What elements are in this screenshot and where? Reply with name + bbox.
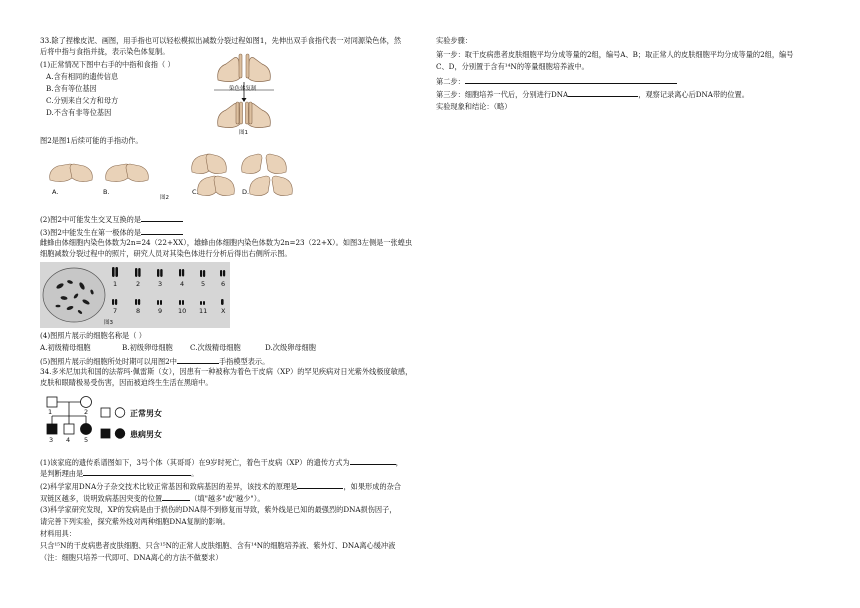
pedigree-number-4: 4 bbox=[66, 436, 71, 444]
step1-line1: 第一步：取干皮病患者皮肤细胞平均分成等量的2组，编号A、B；取正常人的皮肤细胞平均分成等量的2组，编号 bbox=[436, 50, 794, 59]
q33-4-option-a: A.初级精母细胞 bbox=[40, 343, 91, 352]
q33-bee-line2: 细胞减数分裂过程中的照片，研究人员对其染色体进行分析后得出右侧所示图。 bbox=[40, 249, 292, 258]
q33-1-option-b: B.含有等位基因 bbox=[46, 84, 97, 93]
q33-1-option-a: A.含有相同的遗传信息 bbox=[46, 72, 119, 81]
step2: 第二步： bbox=[436, 75, 677, 87]
figure-1-caption: 图1 bbox=[239, 130, 248, 136]
pedigree-number-1: 1 bbox=[48, 408, 53, 416]
figure-2-label-d: D. bbox=[242, 188, 250, 196]
q34-1-reason-blank[interactable] bbox=[83, 467, 191, 476]
figure-2-label-a: A. bbox=[52, 188, 59, 196]
pedigree-number-5: 5 bbox=[84, 436, 89, 444]
karyotype-num: 11 bbox=[199, 307, 208, 315]
q34-2: (2)科学家用DNA分子杂交技术比较正常基因和致病基因的差异，该技术的原理是 ，如果形成的杂合 bbox=[40, 482, 401, 491]
figure-2-caption: 图2 bbox=[160, 195, 169, 201]
materials-title: 材料用具： bbox=[40, 529, 76, 538]
results-line: 实验现象和结论：（略） bbox=[436, 102, 512, 111]
step1-line2: C、D，分别置于含有¹⁴N的等量细胞培养液中。 bbox=[436, 62, 589, 71]
q33-1-option-c: C.分别来自父方和母方 bbox=[46, 96, 119, 105]
q34-3-line2: 请完善下列实验，探究紫外线对两种细胞DNA复制的影响。 bbox=[40, 517, 230, 526]
q34-1-reason: 是判断理由是 。 bbox=[40, 469, 199, 478]
q33-3-answer-blank[interactable] bbox=[141, 226, 183, 235]
step3-answer-blank[interactable] bbox=[568, 88, 638, 97]
q33-4-option-d: D.次级卵母细胞 bbox=[265, 343, 316, 352]
q34-2-answer-blank[interactable] bbox=[297, 480, 343, 489]
q33-bee-line1: 雌蜂由体细胞内染色体数为2n=24（22+XX），雄蜂由体细胞内染色体数为2n=23（22+X）。如图3左侧是一张蝗虫 bbox=[40, 238, 413, 247]
q34-3-line1: (3)科学家研究发现，XP的发病是由于损伤的DNA得不到修复而导致，紫外线是已知的最强烈的DNA损伤因子， bbox=[40, 505, 397, 514]
figure-2-label-b: B. bbox=[103, 188, 110, 196]
karyotype-num: X bbox=[221, 307, 226, 315]
q33-intro-line2: 后将中指与食指并拢，表示染色体复制。 bbox=[40, 47, 170, 56]
q33-2: (2)图2中可能发生交叉互换的是 bbox=[40, 213, 183, 225]
materials-line1: 只含¹⁵N的干皮病患者皮肤细胞、只含¹⁵N的正常人皮肤细胞、含有¹⁴N的细胞培养液、紫外灯、DNA离心缓冲液 bbox=[40, 541, 396, 550]
pedigree-legend bbox=[99, 404, 129, 440]
q34-1: (1)该家庭的遗传系谱图如下，3号个体（其哥哥）在9岁时死亡，着色干皮病（XP）的遗传方式为 ， bbox=[40, 458, 403, 467]
q33-3: (3)图2中能发生在第一极体的是 bbox=[40, 226, 183, 238]
q33-5: (5)图照片展示的细胞所处时期可以用图2中 手指模型表示。 bbox=[40, 357, 270, 366]
karyotype-num: 4 bbox=[180, 280, 185, 288]
steps-title: 实验步骤： bbox=[436, 36, 472, 45]
figure-2-label-c: C. bbox=[192, 188, 199, 196]
q33-1-stem: (1)正常情况下图中右手的中指和食指（ ） bbox=[40, 60, 175, 69]
pedigree-number-2: 2 bbox=[84, 408, 89, 416]
q34-1-answer-blank[interactable] bbox=[350, 456, 396, 465]
step3: 第三步：细胞培养一代后，分别进行DNA ，观察记录离心后DNA带的位置。 bbox=[436, 90, 749, 99]
q34-intro-line2: 皮肤和眼睛极易受伤害，因而被迫终生生活在黑暗中。 bbox=[40, 378, 213, 387]
q33-4-option-c: C.次级精母细胞 bbox=[190, 343, 241, 352]
pedigree-number-3: 3 bbox=[49, 436, 54, 444]
karyotype-num: 10 bbox=[178, 307, 187, 315]
legend-affected-label: 患病男女 bbox=[130, 429, 162, 439]
karyotype-num: 5 bbox=[201, 280, 206, 288]
karyotype-num: 3 bbox=[158, 280, 163, 288]
step2-answer-blank[interactable] bbox=[465, 75, 677, 84]
legend-normal-label: 正常男女 bbox=[130, 408, 162, 418]
q33-4-stem: (4)图照片展示的细胞名称是（ ） bbox=[40, 331, 146, 340]
figure-1-label: 染色体复制 bbox=[229, 86, 257, 92]
karyotype-num: 7 bbox=[113, 307, 118, 315]
karyotype-num: 9 bbox=[158, 307, 163, 315]
q33-5-answer-blank[interactable] bbox=[177, 355, 219, 364]
q33-intro-line1: 33.除了捏橡皮泥、画图，用手指也可以轻松模拟出减数分裂过程如图1，先伸出双手食指代表一对同源染色体，然 bbox=[40, 36, 402, 45]
karyotype-num: 8 bbox=[136, 307, 141, 315]
figure-3-karyotype bbox=[40, 262, 230, 328]
karyotype-num: 6 bbox=[221, 280, 226, 288]
q34-2-position-blank[interactable] bbox=[162, 492, 190, 501]
figure-3-caption: 图3 bbox=[104, 320, 113, 326]
q33-4-option-b: B.初级卵母细胞 bbox=[122, 343, 173, 352]
figure-1-hands bbox=[212, 52, 276, 136]
q34-2-cont: 双链区越多，说明致病基因突变的位置 （填"越多"或"越少"）。 bbox=[40, 494, 265, 503]
materials-line2: （注：细胞只培养一代即可、DNA离心的方法不做要求） bbox=[40, 553, 223, 562]
karyotype-num: 2 bbox=[136, 280, 141, 288]
q33-2-answer-blank[interactable] bbox=[141, 213, 183, 222]
q34-intro-line1: 34.多米尼加共和国的法蒂玛·佩雷斯（女），因患有一种被称为着色干皮病（XP）的罕见疾病对日光紫外线极度敏感， bbox=[40, 367, 413, 376]
figure-2-hands bbox=[46, 150, 296, 200]
figure-2-intro: 图2是图1后续可能的手指动作。 bbox=[40, 136, 143, 145]
q33-1-option-d: D.不含有非等位基因 bbox=[46, 108, 112, 117]
karyotype-num: 1 bbox=[113, 280, 118, 288]
